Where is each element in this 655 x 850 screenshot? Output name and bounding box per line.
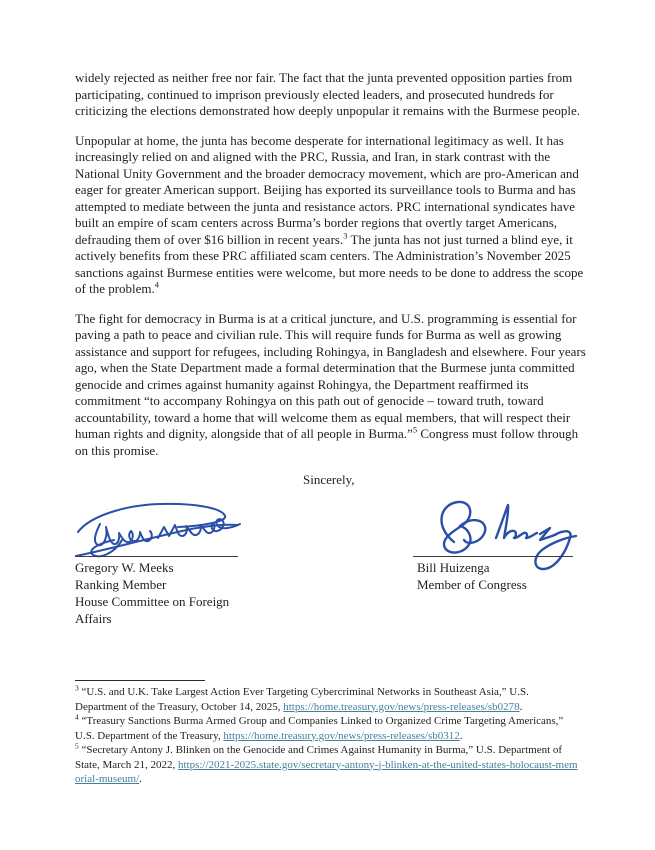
body-paragraph xyxy=(75,70,587,120)
footnote-number: 3 xyxy=(75,683,79,693)
footnote: $^3$ “U.S. and U.K. Take Largest Action Ever Targeting Cybercriminal Networks in Southeast Asia,” U.S. Department of the Treasury, October 14, 2025, https://home.treasury.gov/news/press-releases/sb0278. xyxy=(75,683,529,713)
paragraph-text: Unpopular at home, the junta has become desperate for international legitimacy as well. It has increasingly relied on and aligned with the PRC, Russia, and Iran, in stark contrast with the National Unity Government and the broader democracy movement, which are pro-American and eager for greater American support. Beijing has exported its surveillance tools to Burma and has attempted to mediate between the junta and resistance actors. PRC international syndicates have built an empire of scam centers across Burma’s border regions that overtly target Americans, defrauding them of over $16 billion in recent years. xyxy=(75,132,579,247)
signer-title: Ranking Member xyxy=(75,577,167,592)
letter-body xyxy=(75,70,587,489)
footnote-number: 4 xyxy=(75,712,79,722)
footnote-link[interactable]: https://2021-2025.state.gov/secretary-antony-j-blinken-at-the-united-states-holocaust-memorial-museum/ xyxy=(75,758,578,785)
signer-title: House Committee on Foreign Affairs xyxy=(75,594,230,626)
signature-line-left xyxy=(75,556,238,557)
footnote-link[interactable]: https://home.treasury.gov/news/press-releases/sb0312 xyxy=(223,729,460,742)
body-paragraph xyxy=(75,311,587,460)
paragraph-text: The fight for democracy in Burma is at a critical juncture, and U.S. programming is essential for paving a path to peace and civilian rule. This will require funds for Burma as well as growing assistance and support for refugees, including Rohingya, in Bangladesh and elsewhere. Four years ago, when the State Department made a formal determination that the Burmese junta committed genocide and crimes against humanity against Rohingya, the Department reaffirmed its commitment “to accompany Rohingya on this path out of genocide – toward truth, toward accountability, toward a home that will welcome them as equal members, that will respect their human rights and dignity, alongside that of all people in Burma.” xyxy=(75,310,586,441)
footnote-number: 5 xyxy=(75,741,79,751)
signer-title: Member of Congress xyxy=(417,577,527,592)
footnote-marker: 3 xyxy=(343,230,348,241)
paragraph-text: Congress must follow through on this promise. xyxy=(75,426,579,458)
body-paragraph xyxy=(75,133,587,298)
footnote: $^4$ “Treasury Sanctions Burma Armed Group and Companies Linked to Organized Crime Targeting Americans,” U.S. Department of the Treasury, https://home.treasury.gov/news/press-releases/sb0312. xyxy=(75,712,564,742)
signer-name: Bill Huizenga xyxy=(417,560,490,575)
signature-line-right xyxy=(413,556,573,557)
closing-salutation: Sincerely, xyxy=(303,472,355,487)
footnotes-section xyxy=(75,685,582,787)
footnote-link[interactable]: https://home.treasury.gov/news/press-releases/sb0278 xyxy=(283,700,520,713)
signer-block-left xyxy=(75,559,247,627)
footnote-separator xyxy=(75,680,205,681)
signer-name: Gregory W. Meeks xyxy=(75,560,174,575)
signer-titles xyxy=(417,576,597,593)
paragraph-text: The junta has not just turned a blind eye, it actively benefits from these PRC affiliated scam centers. The Administration’s November 2025 sanctions against Burmese entities were welcome, but more needs to be done to address the scope of the problem. xyxy=(75,231,584,296)
footnote: $^5$ “Secretary Antony J. Blinken on the Genocide and Crimes Against Humanity in Burma,” U.S. Department of State, March 21, 2022, https://2021-2025.state.gov/secretary-antony-j-blinken-at-the-united-states-holocaust-memorial-museum/. xyxy=(75,741,578,785)
paragraph-text: widely rejected as neither free nor fair. The fact that the junta prevented opposition parties from participating, continued to imprison previously elected leaders, and prosecuted hundreds for criticizing the elections demonstrated how deeply unpopular it remains with the Burmese people. xyxy=(75,70,581,118)
footnote-marker: 5 xyxy=(412,424,418,435)
signer-titles xyxy=(75,576,247,627)
signer-block-right xyxy=(417,559,597,593)
meeks-signature-icon xyxy=(70,500,248,560)
footnote-marker: 4 xyxy=(154,279,160,290)
body-paragraphs xyxy=(75,70,587,459)
